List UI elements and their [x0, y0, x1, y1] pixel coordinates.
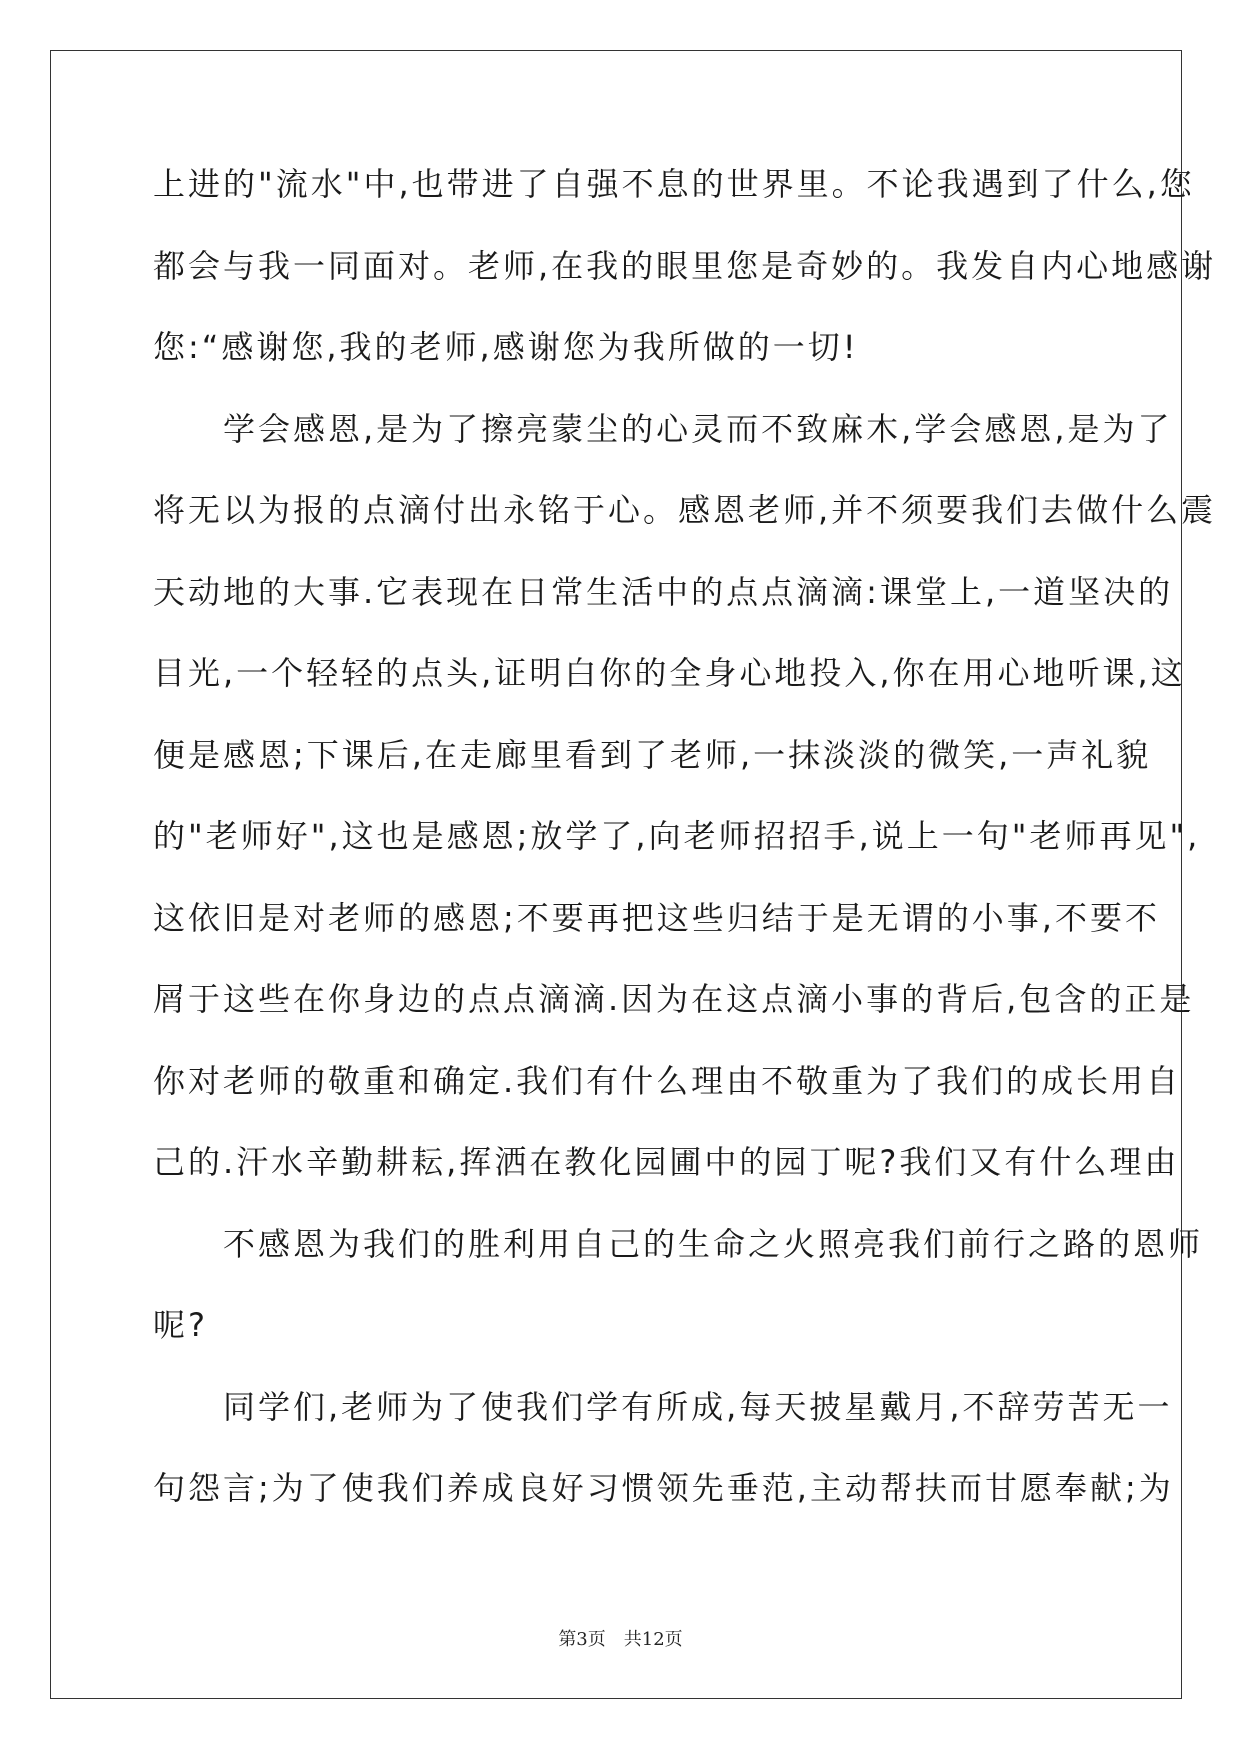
text-line: 学会感恩,是为了擦亮蒙尘的心灵而不致麻木,学会感恩,是为了 — [153, 409, 1173, 448]
text-line: 天动地的大事.它表现在日常生活中的点点滴滴:课堂上,一道坚决的 — [153, 572, 1174, 611]
text-line: 这依旧是对老师的感恩;不要再把这些归结于是无谓的小事,不要不 — [153, 898, 1160, 937]
text-line: 句怨言;为了使我们养成良好习惯领先垂范,主动帮扶而甘愿奉献;为 — [153, 1469, 1174, 1507]
text-line: 便是感恩;下课后,在走廊里看到了老师,一抹淡淡的微笑,一声礼貌 — [153, 735, 1152, 774]
text-line: 呢? — [153, 1306, 208, 1344]
text-line: 上进的"流水"中,也带进了自强不息的世界里。不论我遇到了什么,您 — [153, 165, 1195, 203]
text-line: 屑于这些在你身边的点点滴滴.因为在这点滴小事的背后,包含的正是 — [153, 980, 1195, 1018]
text-line: 目光,一个轻轻的点头,证明白你的全身心地投入,你在用心地听课,这 — [153, 654, 1186, 692]
text-line: 同学们,老师为了使我们学有所成,每天披星戴月,不辞劳苦无一 — [153, 1387, 1173, 1426]
text-line: 不感恩为我们的胜利用自己的生命之火照亮我们前行之路的恩师 — [153, 1224, 1204, 1263]
text-line: 的"老师好",这也是感恩;放学了,向老师招招手,说上一句"老师再见", — [153, 817, 1201, 855]
text-line: 己的.汗水辛勤耕耘,挥洒在教化园圃中的园丁呢?我们又有什么理由 — [153, 1143, 1180, 1181]
page-number-footer: 第3页 共12页 — [558, 1629, 683, 1650]
text-line: 你对老师的敬重和确定.我们有什么理由不敬重为了我们的成长用自 — [153, 1061, 1182, 1100]
document-body — [153, 163, 1217, 1549]
text-line: 都会与我一同面对。老师,在我的眼里您是奇妙的。我发自内心地感谢 — [153, 246, 1217, 285]
text-line: 将无以为报的点滴付出永铭于心。感恩老师,并不须要我们去做什么震 — [153, 491, 1217, 529]
text-line: 您:“感谢您,我的老师,感谢您为我所做的一切! — [153, 328, 859, 366]
